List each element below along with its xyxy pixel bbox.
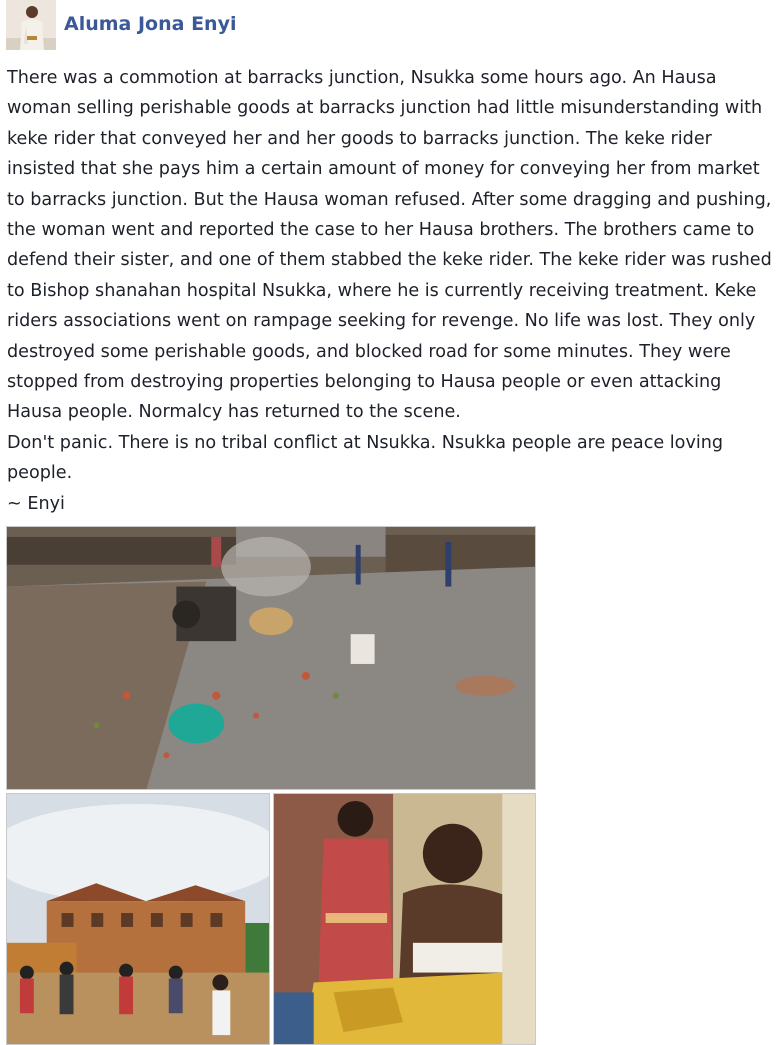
avatar-person-icon — [6, 0, 56, 50]
post-signature: ~ Enyi — [7, 493, 65, 514]
crowd-building-photo[interactable] — [6, 793, 270, 1045]
post-paragraph: Don't panic. There is no tribal conflict at Nsukka. Nsukka people are peace loving people. — [7, 432, 724, 484]
post-paragraph: There was a commotion at barracks junction, Nsukka some hours ago. An Hausa woman selling perishable goods at barracks junction had little misunderstanding with keke rider that conveyed her and her goods to barracks junction. The keke rider insisted that she pays him a certain amount of money for conveying her from market to barracks junction. But the Hausa woman refused. After some dragging and pushing, the woman went and reported the case to her Hausa brothers. The brothers came to defend their sister, and one of them stabbed the keke rider. The keke rider was rushed to Bishop shanahan hospital Nsukka, where he is currently receiving treatment. Keke riders associations went on rampage seeking for revenge. No life was lost. They only destroyed some perishable goods, and blocked road for some minutes. They were stopped from destroying properties belonging to Hausa people or even attacking Hausa people. Normalcy has returned to the scene. — [7, 68, 772, 423]
author-name-link[interactable]: Aluma Jona Enyi — [64, 13, 237, 35]
post-header — [6, 0, 766, 52]
avatar[interactable] — [6, 0, 56, 50]
post-text — [7, 63, 773, 519]
injured-man-image — [274, 794, 535, 1044]
injured-man-photo[interactable] — [273, 793, 536, 1045]
crowd-building-image — [7, 794, 269, 1044]
street-scene-photo[interactable] — [6, 526, 536, 790]
street-scene-image — [7, 527, 535, 789]
